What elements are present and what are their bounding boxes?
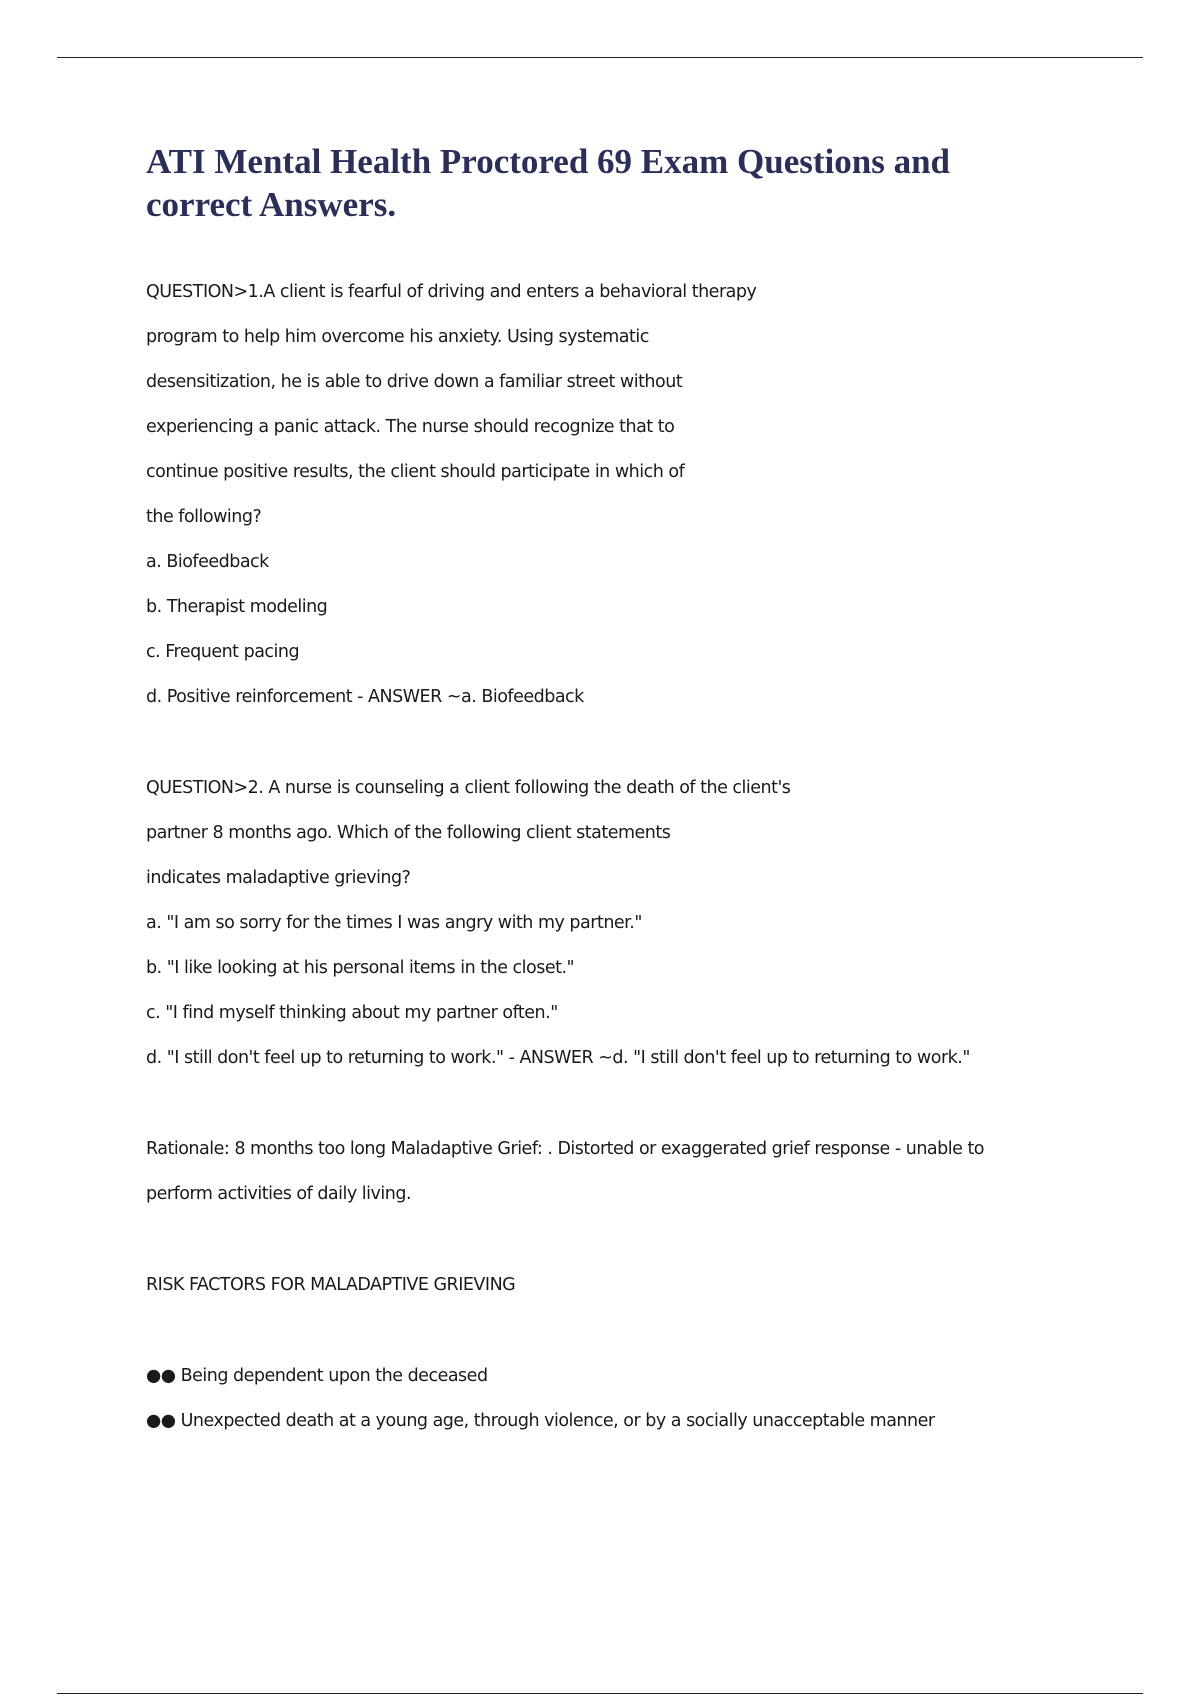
spacer [146, 720, 1146, 766]
rationale-line: perform activities of daily living. [146, 1184, 412, 1204]
footer-rule [57, 1693, 1143, 1694]
question-1 [146, 270, 1146, 720]
risk-factor-item: ●● Being dependent upon the deceased [146, 1366, 488, 1386]
title-line-1: ATI Mental Health Proctored 69 Exam Questions and [146, 142, 951, 181]
question-1-option-a: a. Biofeedback [146, 552, 269, 572]
document-body [146, 140, 1146, 1444]
rationale [146, 1127, 1146, 1217]
question-1-option-b: b. Therapist modeling [146, 597, 328, 617]
question-1-stem-line: program to help him overcome his anxiety. Using systematic [146, 327, 649, 347]
spacer [146, 1081, 1146, 1127]
question-2-option-b: b. "I like looking at his personal items in the closet." [146, 958, 575, 978]
spacer [146, 1308, 1146, 1354]
question-1-stem-line: QUESTION>1.A client is fearful of driving and enters a behavioral therapy [146, 282, 757, 302]
question-2-stem-line: QUESTION>2. A nurse is counseling a client following the death of the client's [146, 778, 791, 798]
question-1-stem-line: experiencing a panic attack. The nurse should recognize that to [146, 417, 675, 437]
question-2-stem-line: indicates maladaptive grieving? [146, 868, 411, 888]
question-2-option-a: a. "I am so sorry for the times I was angry with my partner." [146, 913, 642, 933]
rationale-line: Rationale: 8 months too long Maladaptive Grief: . Distorted or exaggerated grief response - unable to [146, 1139, 985, 1159]
question-2 [146, 766, 1146, 1081]
question-1-stem-line: continue positive results, the client should participate in which of [146, 462, 685, 482]
question-2-option-c: c. "I find myself thinking about my partner often." [146, 1003, 558, 1023]
risk-factor-item: ●● Unexpected death at a young age, through violence, or by a socially unacceptable manner [146, 1411, 935, 1431]
risk-factors-list [146, 1354, 1146, 1444]
title-line-2: correct Answers. [146, 185, 397, 224]
question-1-stem-line: the following? [146, 507, 262, 527]
question-2-option-d-answer: d. "I still don't feel up to returning to work." - ANSWER ~d. "I still don't feel up to returning to work." [146, 1048, 970, 1068]
document-title [146, 140, 1146, 226]
spacer [146, 1217, 1146, 1263]
header-rule [57, 57, 1143, 58]
question-1-stem-line: desensitization, he is able to drive down a familiar street without [146, 372, 683, 392]
question-2-stem-line: partner 8 months ago. Which of the following client statements [146, 823, 671, 843]
question-1-option-c: c. Frequent pacing [146, 642, 300, 662]
risk-factors-heading: RISK FACTORS FOR MALADAPTIVE GRIEVING [146, 1275, 516, 1295]
question-1-option-d-answer: d. Positive reinforcement - ANSWER ~a. Biofeedback [146, 687, 584, 707]
